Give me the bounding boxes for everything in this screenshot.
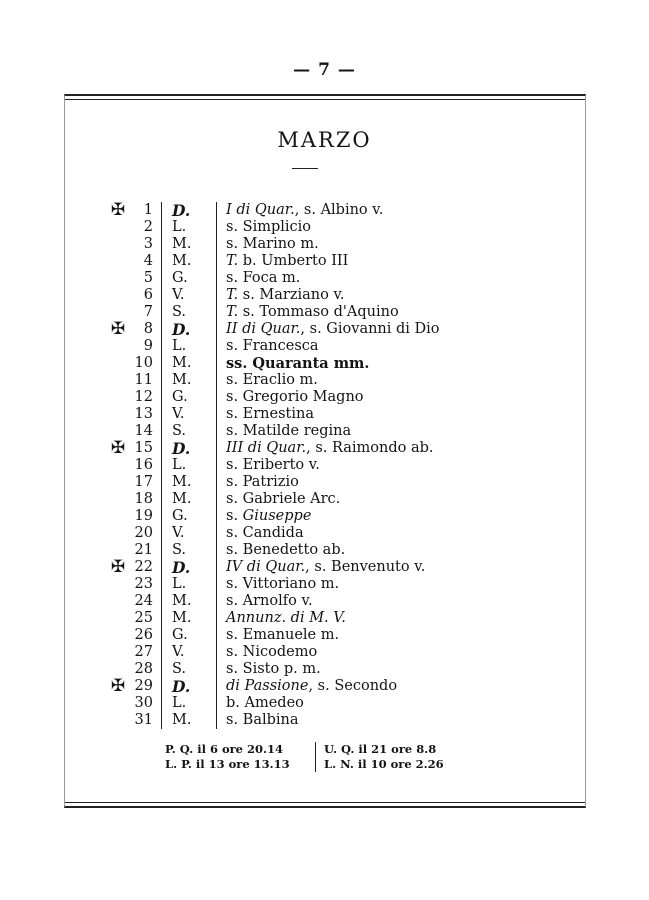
- saint-name: [226, 661, 321, 678]
- saint-name: [226, 304, 399, 321]
- day-number: 2: [143, 219, 153, 235]
- column-divider: [161, 678, 162, 695]
- calendar-row: [100, 525, 520, 542]
- saint-name: [226, 270, 300, 287]
- sunday-cross-icon: ✠: [110, 676, 126, 696]
- day-number: 27: [134, 644, 153, 660]
- saint-name-part: s. Candida: [226, 525, 304, 541]
- day-number: 21: [134, 542, 153, 558]
- saint-name-part: , s. Benvenuto v.: [305, 559, 426, 575]
- saint-name: [226, 491, 340, 508]
- weekday: G.: [172, 627, 188, 643]
- day-number: 20: [134, 525, 153, 541]
- weekday: D.: [172, 439, 191, 458]
- saint-name: [226, 440, 434, 457]
- weekday: V.: [172, 644, 185, 660]
- column-divider: [216, 525, 217, 542]
- saint-name-part: s. Marino m.: [226, 236, 319, 252]
- weekday: S.: [172, 304, 187, 320]
- column-divider: [161, 576, 162, 593]
- column-divider: [161, 440, 162, 457]
- saint-name-part: di Passione: [226, 678, 309, 694]
- column-divider: [216, 593, 217, 610]
- column-divider: [216, 508, 217, 525]
- calendar-row: [100, 576, 520, 593]
- column-divider: [216, 712, 217, 729]
- column-divider: [161, 202, 162, 219]
- column-divider: [216, 610, 217, 627]
- calendar-row: [100, 610, 520, 627]
- column-divider: [161, 644, 162, 661]
- weekday: M.: [172, 593, 192, 609]
- saint-name-part: s. Nicodemo: [226, 644, 318, 660]
- saint-name-part: s.: [226, 508, 243, 524]
- calendar-row: [100, 593, 520, 610]
- column-divider: [216, 423, 217, 440]
- column-divider: [216, 695, 217, 712]
- column-divider: [216, 372, 217, 389]
- calendar-row: [100, 695, 520, 712]
- column-divider: [161, 355, 162, 372]
- column-divider: [161, 287, 162, 304]
- calendar-row: [100, 304, 520, 321]
- day-number: 15: [134, 440, 153, 456]
- moon-phase-entry: L. P. il 13 ore 13.13: [165, 757, 290, 771]
- weekday: S.: [172, 423, 187, 439]
- day-number: 25: [134, 610, 153, 626]
- day-number: 16: [134, 457, 153, 473]
- saint-name-part: s. Gregorio Magno: [226, 389, 364, 405]
- day-number: 3: [143, 236, 153, 252]
- weekday: M.: [172, 610, 192, 626]
- calendar-row: [100, 389, 520, 406]
- saint-name-part: s. Gabriele Arc.: [226, 491, 341, 507]
- saint-name-part: T.: [226, 287, 239, 303]
- column-divider: [161, 559, 162, 576]
- saint-name: [226, 525, 304, 542]
- weekday: L.: [172, 457, 187, 473]
- calendar-row: [100, 712, 520, 729]
- day-number: 14: [134, 423, 153, 439]
- saint-name: [226, 287, 345, 304]
- saint-name-part: s. Sisto p. m.: [226, 661, 321, 677]
- calendar-row: [100, 627, 520, 644]
- calendar-row: [100, 287, 520, 304]
- column-divider: [216, 406, 217, 423]
- calendar-row: [100, 559, 520, 576]
- saint-name-part: , s. Giovanni di Dio: [300, 321, 440, 337]
- weekday: L.: [172, 219, 187, 235]
- saint-name-part: s. Foca m.: [226, 270, 301, 286]
- saint-name: [226, 627, 339, 644]
- saint-name-part: s. Simplicio: [226, 219, 312, 235]
- column-divider: [161, 610, 162, 627]
- column-divider: [216, 491, 217, 508]
- column-divider: [216, 270, 217, 287]
- column-divider: [216, 457, 217, 474]
- weekday: G.: [172, 270, 188, 286]
- saint-name: [226, 219, 311, 236]
- saint-name-part: , s. Raimondo ab.: [306, 440, 434, 456]
- calendar-row: [100, 508, 520, 525]
- weekday: G.: [172, 389, 188, 405]
- weekday: S.: [172, 542, 187, 558]
- calendar-row: [100, 253, 520, 270]
- weekday: D.: [172, 677, 191, 696]
- day-number: 5: [143, 270, 153, 286]
- column-divider: [216, 576, 217, 593]
- weekday: V.: [172, 406, 185, 422]
- moon-phase-entry: U. Q. il 21 ore 8.8: [324, 742, 437, 756]
- saint-name-part: s. Eriberto v.: [226, 457, 320, 473]
- saint-name-part: s. Balbina: [226, 712, 299, 728]
- day-number: 22: [134, 559, 153, 575]
- sunday-cross-icon: ✠: [110, 200, 126, 220]
- saint-name-part: s. Benedetto ab.: [226, 542, 346, 558]
- saint-name-part: IV di Quar.: [226, 559, 306, 575]
- calendar-row: [100, 219, 520, 236]
- saint-name: [226, 644, 317, 661]
- saint-name-part: b. Umberto III: [238, 253, 349, 269]
- column-divider: [161, 406, 162, 423]
- saint-name: [226, 712, 299, 729]
- calendar-row: [100, 372, 520, 389]
- day-number: 13: [134, 406, 153, 422]
- column-divider: [161, 661, 162, 678]
- moon-phase-entry: L. N. il 10 ore 2.26: [324, 757, 444, 771]
- day-number: 12: [134, 389, 153, 405]
- saint-name: [226, 542, 345, 559]
- column-divider: [161, 423, 162, 440]
- saint-name-part: s. Vittoriano m.: [226, 576, 340, 592]
- calendar-row: [100, 457, 520, 474]
- saint-name-part: b. Amedeo: [226, 695, 304, 711]
- calendar-row: [100, 202, 520, 219]
- calendar-row: [100, 661, 520, 678]
- weekday: M.: [172, 372, 192, 388]
- day-number: 17: [134, 474, 153, 490]
- column-divider: [216, 661, 217, 678]
- column-divider: [161, 389, 162, 406]
- weekday: M.: [172, 712, 192, 728]
- day-number: 8: [143, 321, 153, 337]
- day-number: 18: [134, 491, 153, 507]
- saint-name: [226, 355, 369, 373]
- saint-name: [226, 508, 311, 525]
- moon-phases-divider: [315, 742, 316, 772]
- column-divider: [161, 712, 162, 729]
- column-divider: [161, 542, 162, 559]
- calendar-row: [100, 644, 520, 661]
- calendar-row: [100, 542, 520, 559]
- saint-name: [226, 474, 299, 491]
- saint-name: [226, 338, 319, 355]
- column-divider: [161, 219, 162, 236]
- day-number: 28: [134, 661, 153, 677]
- saint-name: [226, 576, 339, 593]
- saint-name: [226, 321, 440, 338]
- day-number: 23: [134, 576, 153, 592]
- day-number: 30: [134, 695, 153, 711]
- saint-name-part: Annunz. di M. V.: [226, 610, 346, 626]
- day-number: 10: [134, 355, 153, 371]
- column-divider: [216, 202, 217, 219]
- column-divider: [216, 440, 217, 457]
- saint-name-part: T.: [226, 304, 239, 320]
- weekday: L.: [172, 695, 187, 711]
- saint-name: [226, 372, 318, 389]
- column-divider: [216, 644, 217, 661]
- column-divider: [161, 491, 162, 508]
- saint-name: [226, 236, 319, 253]
- saint-name-part: s. Patrizio: [226, 474, 299, 490]
- saint-name-part: Giuseppe: [242, 508, 312, 524]
- day-number: 26: [134, 627, 153, 643]
- saint-name-part: ss. Quaranta mm.: [226, 355, 370, 372]
- moon-phases-right: [324, 742, 484, 772]
- column-divider: [216, 219, 217, 236]
- saint-name-part: s. Emanuele m.: [226, 627, 340, 643]
- calendar-row: [100, 236, 520, 253]
- saint-name-part: s. Tommaso d'Aquino: [238, 304, 399, 320]
- weekday: M.: [172, 253, 192, 269]
- calendar-row: [100, 321, 520, 338]
- calendar-row: [100, 338, 520, 355]
- weekday: D.: [172, 558, 191, 577]
- column-divider: [161, 372, 162, 389]
- weekday: M.: [172, 236, 192, 252]
- column-divider: [216, 678, 217, 695]
- weekday: M.: [172, 474, 192, 490]
- sunday-cross-icon: ✠: [110, 438, 126, 458]
- sunday-cross-icon: ✠: [110, 557, 126, 577]
- column-divider: [161, 236, 162, 253]
- saint-name: [226, 202, 383, 219]
- column-divider: [216, 253, 217, 270]
- day-number: 19: [134, 508, 153, 524]
- moon-phase-entry: P. Q. il 6 ore 20.14: [165, 742, 284, 756]
- weekday: M.: [172, 491, 192, 507]
- column-divider: [216, 389, 217, 406]
- saint-name: [226, 423, 351, 440]
- column-divider: [216, 304, 217, 321]
- column-divider: [161, 457, 162, 474]
- saint-name-part: s. Francesca: [226, 338, 319, 354]
- day-number: 1: [143, 202, 153, 218]
- weekday: D.: [172, 320, 191, 339]
- saint-name-part: s. Ernestina: [226, 406, 314, 422]
- saint-name-part: s. Arnolfo v.: [226, 593, 313, 609]
- weekday: V.: [172, 525, 185, 541]
- saint-name: [226, 610, 346, 627]
- calendar-table: [100, 202, 520, 729]
- month-title: MARZO: [277, 128, 372, 152]
- column-divider: [161, 270, 162, 287]
- column-divider: [216, 474, 217, 491]
- column-divider: [216, 338, 217, 355]
- saint-name: [226, 457, 320, 474]
- page-number: — 7 —: [293, 60, 356, 80]
- saint-name: [226, 695, 304, 712]
- column-divider: [216, 321, 217, 338]
- saint-name: [226, 678, 397, 695]
- saint-name-part: II di Quar.: [226, 321, 301, 337]
- saint-name-part: s. Marziano v.: [238, 287, 345, 303]
- column-divider: [216, 236, 217, 253]
- saint-name-part: I di Quar.: [226, 202, 295, 218]
- saint-name-part: s. Matilde regina: [226, 423, 352, 439]
- day-number: 4: [143, 253, 153, 269]
- calendar-row: [100, 355, 520, 372]
- calendar-row: [100, 491, 520, 508]
- saint-name-part: s. Eraclio m.: [226, 372, 318, 388]
- calendar-row: [100, 406, 520, 423]
- saint-name: [226, 593, 313, 610]
- calendar-row: [100, 270, 520, 287]
- saint-name: [226, 559, 425, 576]
- calendar-row: [100, 678, 520, 695]
- column-divider: [161, 695, 162, 712]
- weekday: G.: [172, 508, 188, 524]
- calendar-row: [100, 474, 520, 491]
- weekday: M.: [172, 355, 192, 371]
- saint-name: [226, 406, 314, 423]
- day-number: 9: [143, 338, 153, 354]
- column-divider: [161, 525, 162, 542]
- saint-name-part: , s. Albino v.: [294, 202, 384, 218]
- column-divider: [216, 542, 217, 559]
- column-divider: [161, 508, 162, 525]
- column-divider: [161, 253, 162, 270]
- column-divider: [161, 593, 162, 610]
- moon-phases-left: [165, 742, 309, 772]
- day-number: 11: [134, 372, 153, 388]
- column-divider: [161, 338, 162, 355]
- column-divider: [216, 287, 217, 304]
- saint-name-part: T.: [226, 253, 239, 269]
- day-number: 29: [134, 678, 153, 694]
- column-divider: [161, 304, 162, 321]
- title-rule: [292, 168, 318, 169]
- day-number: 24: [134, 593, 153, 609]
- day-number: 6: [143, 287, 153, 303]
- saint-name-part: , s. Secondo: [308, 678, 398, 694]
- day-number: 7: [143, 304, 153, 320]
- column-divider: [216, 355, 217, 372]
- saint-name: [226, 253, 348, 270]
- weekday: V.: [172, 287, 185, 303]
- calendar-row: [100, 440, 520, 457]
- column-divider: [216, 559, 217, 576]
- sunday-cross-icon: ✠: [110, 319, 126, 339]
- column-divider: [161, 474, 162, 491]
- saint-name-part: III di Quar.: [226, 440, 307, 456]
- weekday: D.: [172, 201, 191, 220]
- weekday: S.: [172, 661, 187, 677]
- weekday: L.: [172, 576, 187, 592]
- saint-name: [226, 389, 364, 406]
- column-divider: [216, 627, 217, 644]
- day-number: 31: [134, 712, 153, 728]
- column-divider: [161, 627, 162, 644]
- weekday: L.: [172, 338, 187, 354]
- calendar-row: [100, 423, 520, 440]
- column-divider: [161, 321, 162, 338]
